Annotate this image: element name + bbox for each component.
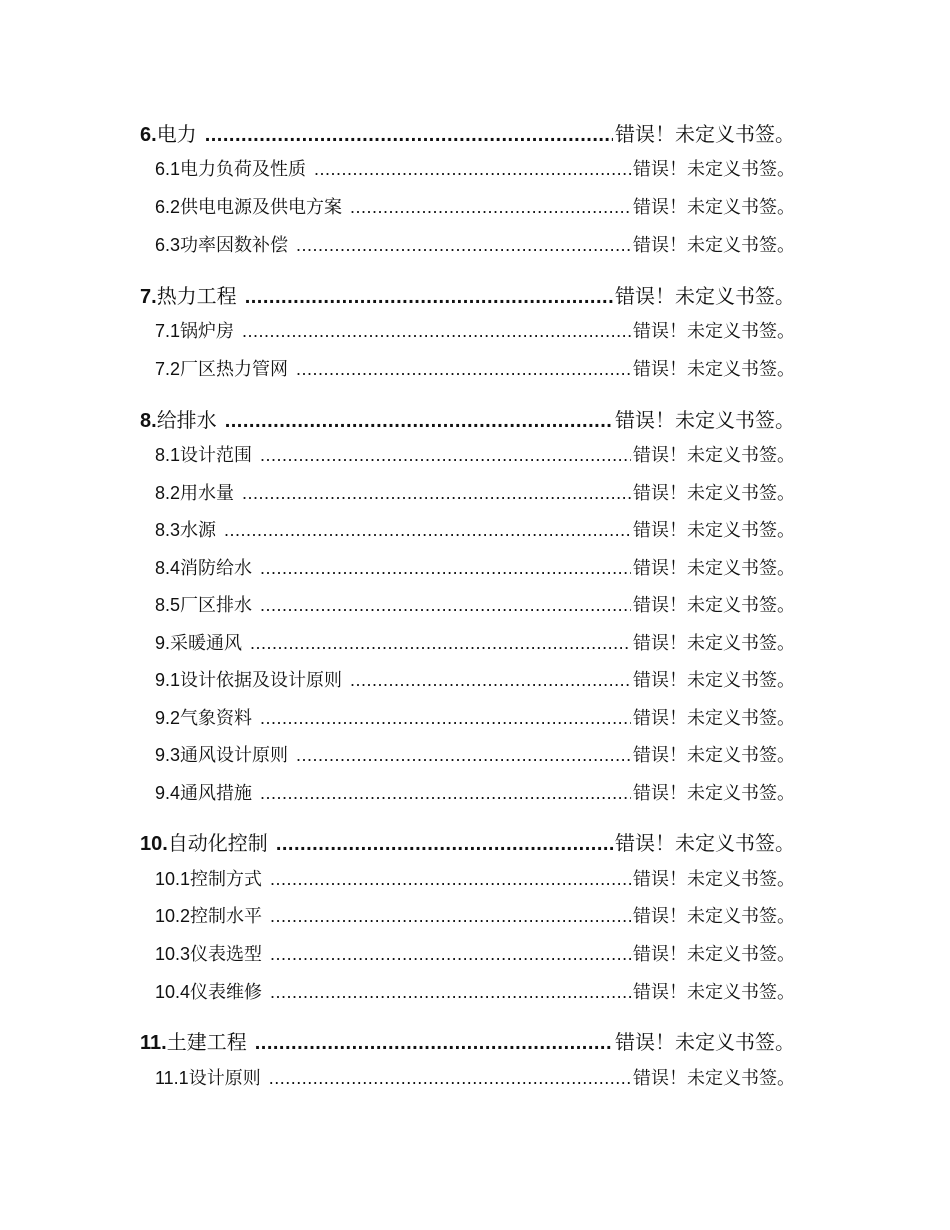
toc-entry-page-ref: 错误！未定义书签。: [633, 197, 795, 218]
toc-entry-page-ref: 错误！未定义书签。: [633, 906, 795, 927]
toc-entry-page-ref: 错误！未定义书签。: [615, 1030, 795, 1054]
toc-entry-title: 土建工程: [166, 1030, 247, 1054]
toc-dot-leader: [245, 286, 613, 309]
toc-entry-page-ref: 错误！未定义书签。: [633, 783, 795, 804]
toc-entry-title: 厂区排水: [180, 595, 253, 616]
toc-dot-leader: [250, 633, 631, 654]
toc-entry-title: 厂区热力管网: [180, 359, 289, 380]
toc-entry[interactable]: [155, 741, 795, 767]
toc-entry-number: 9.4: [155, 783, 181, 803]
toc-entry-number: 6.2: [155, 197, 181, 217]
toc-entry[interactable]: [140, 827, 795, 856]
toc-entry-number: 10.3: [155, 944, 191, 964]
toc-entry-title: 锅炉房: [180, 321, 235, 342]
toc-entry-page-ref: 错误！未定义书签。: [633, 595, 795, 616]
toc-entry-page-ref: 错误！未定义书签。: [633, 745, 795, 766]
toc-dot-leader: [296, 359, 631, 380]
toc-entry-title: 供电电源及供电方案: [180, 197, 343, 218]
toc-dot-leader: [260, 445, 631, 466]
toc-entry[interactable]: [155, 516, 795, 542]
toc-dot-leader: [350, 197, 631, 218]
toc-entry[interactable]: [140, 280, 795, 309]
toc-entry-title: 给排水: [156, 408, 217, 432]
toc-entry[interactable]: [155, 554, 795, 580]
toc-entry-number: 9.: [155, 633, 171, 653]
toc-entry-page-ref: 错误！未定义书签。: [633, 445, 795, 466]
toc-entry-number: 9.2: [155, 708, 181, 728]
toc-dot-leader: [260, 595, 631, 616]
toc-entry[interactable]: [155, 902, 795, 928]
toc-entry-number: 10.: [140, 833, 168, 855]
toc-entry-number: 6.3: [155, 235, 181, 255]
toc-dot-leader: [270, 944, 631, 965]
toc-entry[interactable]: [155, 355, 795, 381]
toc-entry-page-ref: 错误！未定义书签。: [633, 558, 795, 579]
toc-entry-title: 仪表维修: [190, 982, 263, 1003]
toc-entry-number: 11.1: [155, 1068, 189, 1088]
toc-entry[interactable]: [155, 1064, 795, 1090]
toc-dot-leader: [205, 124, 613, 147]
toc-entry[interactable]: [140, 118, 795, 147]
toc-entry-page-ref: 错误！未定义书签。: [633, 159, 795, 180]
toc-entry-page-ref: 错误！未定义书签。: [615, 831, 795, 855]
toc-entry[interactable]: [155, 193, 795, 219]
toc-entry-page-ref: 错误！未定义书签。: [633, 869, 795, 890]
toc-entry-title: 通风设计原则: [180, 745, 289, 766]
toc-entry-title: 功率因数补偿: [180, 235, 289, 256]
toc-entry-page-ref: 错误！未定义书签。: [633, 670, 795, 691]
toc-entry-page-ref: 错误！未定义书签。: [633, 982, 795, 1003]
toc-entry[interactable]: [155, 940, 795, 966]
toc-entry-number: 7.2: [155, 359, 181, 379]
toc-entry-number: 10.1: [155, 869, 191, 889]
toc-entry-title: 仪表选型: [190, 944, 263, 965]
toc-entry-number: 9.1: [155, 670, 181, 690]
toc-dot-leader: [270, 906, 631, 927]
toc-entry-title: 气象资料: [180, 708, 253, 729]
toc-entry-title: 设计依据及设计原则: [180, 670, 343, 691]
toc-dot-leader: [260, 708, 631, 729]
toc-dot-leader: [260, 558, 631, 579]
toc-dot-leader: [314, 159, 631, 180]
toc-entry-title: 控制方式: [190, 869, 263, 890]
toc-entry[interactable]: [155, 591, 795, 617]
toc-dot-leader: [225, 410, 613, 433]
toc-entry-number: 8.5: [155, 595, 181, 615]
toc-entry[interactable]: [155, 155, 795, 181]
toc-dot-leader: [270, 982, 631, 1003]
toc-entry-page-ref: 错误！未定义书签。: [633, 1068, 795, 1089]
toc-entry-title: 热力工程: [156, 284, 237, 308]
toc-entry-number: 8.: [140, 410, 157, 432]
toc-entry-number: 11.: [140, 1032, 167, 1054]
toc-entry-number: 6.1: [155, 159, 181, 179]
toc-entry-number: 10.4: [155, 982, 191, 1002]
toc-entry[interactable]: [155, 317, 795, 343]
toc-entry-page-ref: 错误！未定义书签。: [633, 708, 795, 729]
toc-entry[interactable]: [155, 978, 795, 1004]
toc-entry-title: 电力: [156, 122, 197, 146]
toc-entry-page-ref: 错误！未定义书签。: [633, 235, 795, 256]
toc-dot-leader: [296, 235, 631, 256]
toc-entry-number: 8.4: [155, 558, 181, 578]
toc-entry-title: 用水量: [180, 483, 235, 504]
toc-dot-leader: [296, 745, 631, 766]
toc-entry-number: 9.3: [155, 745, 181, 765]
toc-entry[interactable]: [140, 1026, 795, 1055]
toc-entry[interactable]: [155, 779, 795, 805]
toc-dot-leader: [242, 483, 631, 504]
toc-entry-page-ref: 错误！未定义书签。: [633, 944, 795, 965]
toc-entry-title: 自动化控制: [167, 831, 268, 855]
toc-entry-title: 水源: [180, 520, 217, 541]
toc-dot-leader: [242, 321, 631, 342]
toc-dot-leader: [270, 869, 631, 890]
toc-entry-title: 设计范围: [180, 445, 253, 466]
toc-entry-title: 通风措施: [180, 783, 253, 804]
toc-entry-page-ref: 错误！未定义书签。: [633, 321, 795, 342]
toc-entry-number: 8.3: [155, 520, 181, 540]
toc-entry-page-ref: 错误！未定义书签。: [633, 359, 795, 380]
toc-dot-leader: [276, 833, 613, 856]
toc-entry-title: 控制水平: [190, 906, 263, 927]
toc-dot-leader: [255, 1032, 613, 1055]
toc-entry-number: 10.2: [155, 906, 191, 926]
toc-entry-page-ref: 错误！未定义书签。: [633, 520, 795, 541]
toc-dot-leader: [224, 520, 631, 541]
toc-entry-page-ref: 错误！未定义书签。: [633, 483, 795, 504]
toc-entry[interactable]: [155, 479, 795, 505]
toc-entry-number: 7.: [140, 286, 157, 308]
toc-entry-page-ref: 错误！未定义书签。: [615, 408, 795, 432]
toc-entry[interactable]: [155, 666, 795, 692]
toc-entry-number: 8.1: [155, 445, 181, 465]
toc-entry[interactable]: [155, 865, 795, 891]
toc-entry-page-ref: 错误！未定义书签。: [615, 122, 795, 146]
toc-entry-title: 采暖通风: [170, 633, 243, 654]
toc-entry-title: 消防给水: [180, 558, 253, 579]
toc-entry-number: 6.: [140, 124, 157, 146]
toc-entry-title: 电力负荷及性质: [180, 159, 307, 180]
toc-entry-page-ref: 错误！未定义书签。: [633, 633, 795, 654]
toc-entry[interactable]: [140, 404, 795, 433]
toc-dot-leader: [350, 670, 631, 691]
toc-entry-page-ref: 错误！未定义书签。: [615, 284, 795, 308]
toc-entry-title: 设计原则: [188, 1068, 261, 1089]
toc-dot-leader: [269, 1068, 631, 1089]
toc-entry[interactable]: [155, 629, 795, 655]
toc-entry[interactable]: [155, 441, 795, 467]
toc-entry-number: 7.1: [155, 321, 181, 341]
toc-dot-leader: [260, 783, 631, 804]
toc-entry[interactable]: [155, 231, 795, 257]
toc-entry[interactable]: [155, 704, 795, 730]
toc-entry-number: 8.2: [155, 483, 181, 503]
